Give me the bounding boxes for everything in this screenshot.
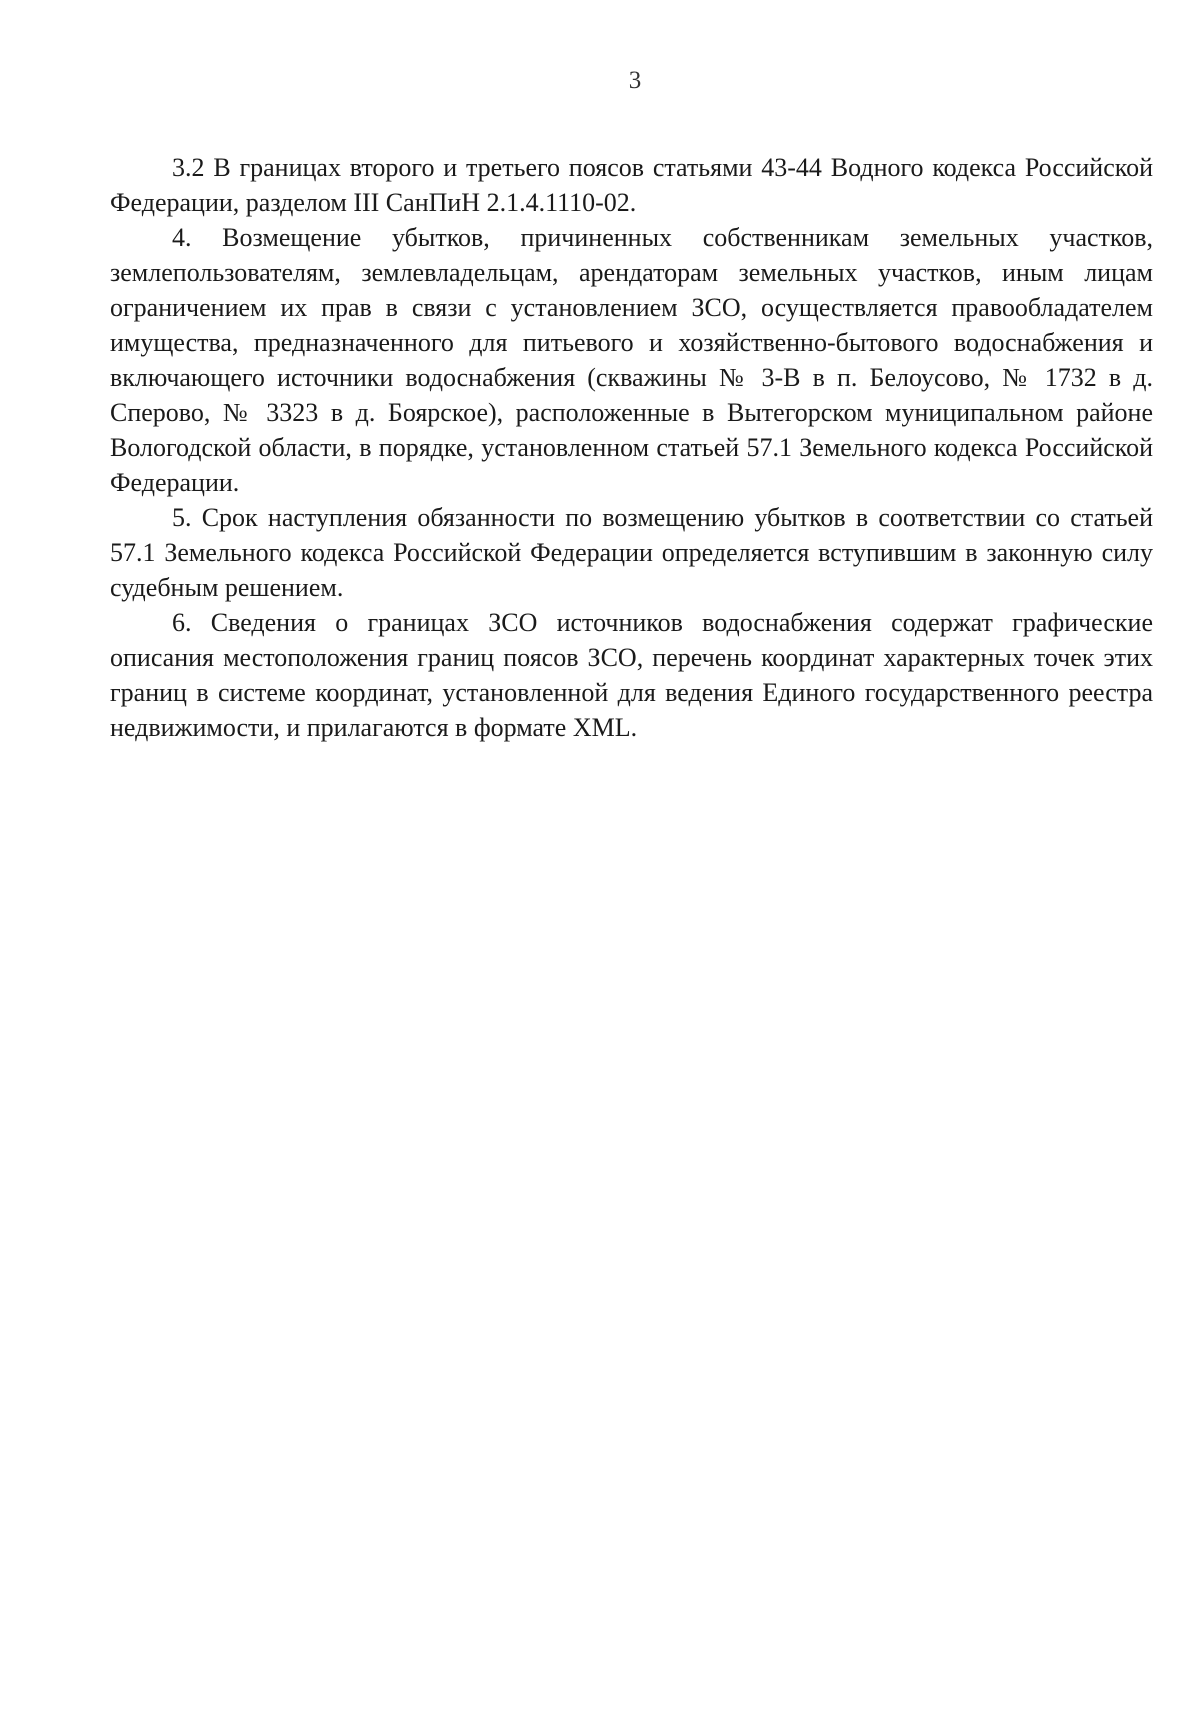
paragraph-5: 5. Срок наступления обязанности по возмещению убытков в соответствии со статьей 57.1 Земельного кодекса Российской Федерации определяется вступившим в законную силу судебным решением.: [110, 503, 1153, 602]
paragraph-3-2: 3.2 В границах второго и третьего поясов статьями 43-44 Водного кодекса Российской Федерации, разделом III СанПиН 2.1.4.1110-02.: [110, 153, 1153, 217]
paragraph-6: 6. Сведения о границах ЗСО источников водоснабжения содержат графические описания местоположения границ поясов ЗСО, перечень координат характерных точек этих границ в системе координат, установленной для ведения Единого государственного реестра недвижимости, и прилагаются в формате XML.: [110, 608, 1153, 742]
document-body: [110, 150, 1153, 745]
paragraph-4: 4. Возмещение убытков, причиненных собственникам земельных участков, землепользователям, землевладельцам, арендаторам земельных участков, иным лицам ограничением их прав в связи с установлением ЗСО, осуществляется правообладателем имущества, предназначенного для питьевого и хозяйственно-бытового водоснабжения и включающего источники водоснабжения (скважины № 3-В в п. Белоусово, № 1732 в д. Сперово, № 3323 в д. Боярское), расположенные в Вытегорском муниципальном районе Вологодской области, в порядке, установленном статьей 57.1 Земельного кодекса Российской Федерации.: [110, 223, 1153, 497]
page-number: 3: [628, 67, 642, 94]
